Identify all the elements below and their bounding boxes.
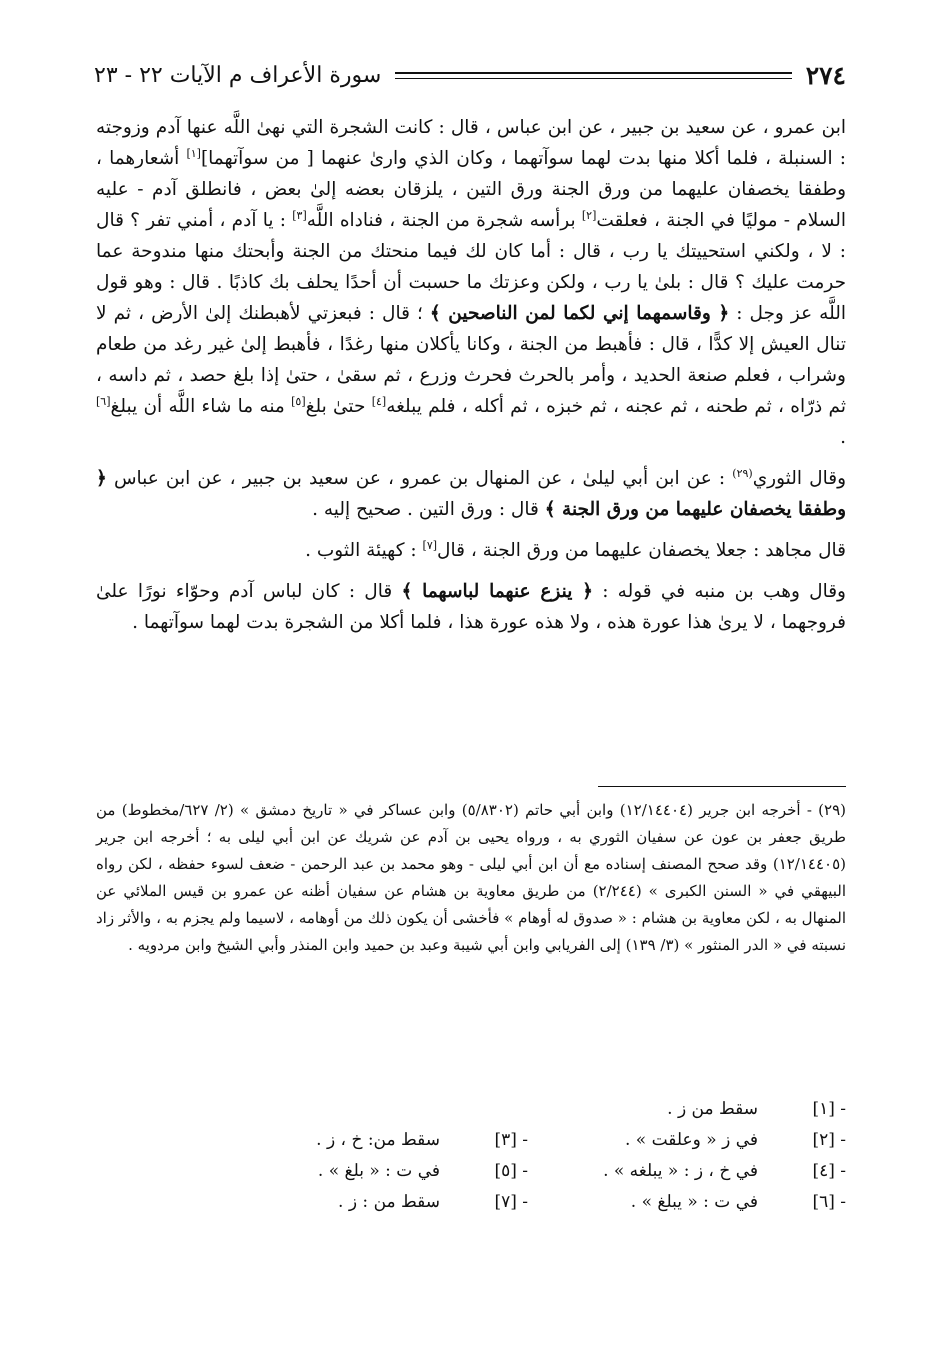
variant-label [450,1094,528,1125]
variant-label: [١] - [812,1099,846,1119]
running-title: سورة الأعراف م الآيات ٢٢ - ٢٣ [94,62,382,88]
variant-text: سقط من: خ ، ز . [316,1130,440,1150]
variant-label: [٥] - [494,1161,528,1181]
note-ref-7: [٧] [422,538,438,552]
variant-text: في خ ، ز : « يبلغه » . [603,1161,758,1181]
p2-text-1: وقال الثوري [752,468,846,489]
p1-text-1: ابن عمرو ، عن سعيد بن جبير ، عن ابن عباس ، قال : كانت الشجرة التي نهىٰ اللَّه عنها آدم وزوجته : السنبلة ، فلما أكلا منها بدت لهما سوآتهما ، وكان الذي وارىٰ عنهما [ من سوآتهما] [96,117,846,169]
note-ref-2: [٢] [581,208,597,222]
variant-text: في ت : « يبلغ » . [630,1192,758,1212]
p1-text-2: أشعارهما ، وطفقا يخصفان عليهما من ورق الجنة ورق التين ، يلزقان بعضه إلىٰ بعض ، فانطلق آدم - عليه السلام - موليًا في الجنة ، فعلقت [96,148,847,231]
paragraph-2 [96,463,846,525]
note-ref-5: [٥] [291,394,306,408]
quran-quote-1: ﴿ وقاسمهما إني لكما لمن الناصحين ﴾ [429,303,730,324]
p1-text-8: . [840,427,846,448]
note-ref-1: [١] [186,146,201,160]
paragraph-4 [96,576,846,638]
p1-text-3: برأسه شجرة من الجنة ، فناداه اللَّه [306,210,582,231]
variant-text: سقط من : ز . [338,1192,440,1212]
paragraph-3 [96,535,846,566]
p4-text-2: قال : كان لباس آدم وحوّاء نورًا علىٰ فروجهما ، لا يرىٰ هذا عورة هذه ، ولا هذه عورة هذا ، فلما أكلا من الشجرة بدت لهما سوآتهما . [96,581,846,633]
p1-text-6: حتىٰ بلغ [305,396,372,417]
variant-label: [٦] - [812,1192,846,1212]
variant-label: [٣] - [494,1130,528,1150]
p1-text-7: منه ما شاء اللَّه أن يبلغ [110,396,292,417]
note-ref-3: [٣] [292,208,307,222]
variant-7 [250,1187,528,1218]
variant-4 [568,1156,846,1187]
note-ref-4: [٤] [371,394,387,408]
variant-6 [568,1187,846,1218]
footnote-ref-29: (٢٩) [732,466,753,480]
page-header [94,58,846,92]
p4-text-1: وقال وهب بن منبه في قوله : [592,581,846,602]
main-text [96,112,846,648]
page-number: ٢٧٤ [805,60,846,90]
variant-3 [250,1125,528,1156]
p1-text-4: : يا آدم ، أمني تفر ؟ قال : لا ، ولكني استحييتك يا رب ، قال : أما كان لك فيما منحتك من الجنة وأبحتك منها مندوحة عما حرمت عليك ؟ قال : بلىٰ يا رب ، ولكن وعزتك ما حسبت أن أحدًا يحلف بك كاذبًا . قال : وهو قول اللَّه عز وجل : [96,210,846,324]
p2-text-2: : عن ابن أبي ليلىٰ ، عن المنهال بن عمرو ، عن سعيد بن جبير ، عن ابن عباس [106,468,733,489]
variant-1 [568,1094,846,1125]
variant-2 [568,1125,846,1156]
header-rule [395,72,791,79]
p3-text-2: : كهيئة الثوب . [305,540,423,561]
variant-5 [250,1156,528,1187]
variant-text: في ت : « بلغ » . [317,1161,440,1181]
footnote-text: (٢٩) - أخرجه ابن جرير (١٢/١٤٤٠٤) وابن أبي حاتم (٥/٨٣٠٢) وابن عساكر في « تاريخ دمشق » (٢/ ٦٢٧/مخطوط) من طريق جعفر بن عون عن سفيان الثوري به ، ورواه يحيى بن آدم عن شريك عن ابن أبي ليلى به ؛ أخرجه ابن جرير (١٢/١٤٤٠٥) وقد صحح المصنف إسناده مع أن ابن أبي ليلى - وهو محمد بن عبد الرحمن - ضعف لسوء حفظه ، لكن رواه البيهقي في « السنن الكبرى » (٢/٢٤٤) من طريق معاوية بن هشام عن سفيان أظنه عن عمرو بن قيس الملائي عن المنهال به ، لكن معاوية بن هشام : « صدوق له أوهام » فأخشى أن يكون ذلك من أوهامه ، لاسيما ولم يجزم به ، والأثر زاد نسبته في « الدر المنثور » (٣/ ١٣٩) إلى الفريابي وابن أبي شيبة وعبد بن حميد وابن المنذر وأبي الشيخ وابن مردويه . [96,801,846,954]
footnote-separator [598,786,846,787]
note-ref-6: [٦] [96,394,111,408]
variant-spacer [250,1094,528,1125]
p3-text-1: قال مجاهد : جعلا يخصفان عليهما من ورق الجنة ، قال [437,540,846,561]
p1-text-5: ؛ قال : فبعزتي لأهبطنك إلىٰ الأرض ، ثم لا تنال العيش إلا كدًّا ، قال : فأهبط من الجنة ، وكانا يأكلان منها رغدًا ، فأهبط إلىٰ غير رغد من طعام وشراب ، فعلم صنعة الحديد ، وأمر بالحرث فحرث وزرع ، ثم سقىٰ ، حتىٰ إذا بلغ حصد ، ثم داسه ، ثم ذرّاه ، ثم طحنه ، ثم عجنه ، ثم خبزه ، ثم أكله ، فلم يبلغه [96,303,846,417]
variant-text: في ز « وعلقت » . [624,1130,758,1150]
manuscript-variants [250,1094,846,1218]
variant-label: [٤] - [812,1161,846,1181]
footnote-29 [96,797,846,959]
variant-label: [٢] - [812,1130,846,1150]
paragraph-1 [96,112,846,453]
p2-text-3: قال : ورق التين . صحيح إليه . [312,499,545,520]
variant-label: [٧] - [494,1192,528,1212]
variant-text: سقط من ز . [667,1099,758,1119]
quran-quote-3: ﴿ ينزع عنهما لباسهما ﴾ [401,581,593,602]
quran-quote-2: ﴿ وطفقا يخصفان عليهما من ورق الجنة ﴾ [96,468,846,520]
